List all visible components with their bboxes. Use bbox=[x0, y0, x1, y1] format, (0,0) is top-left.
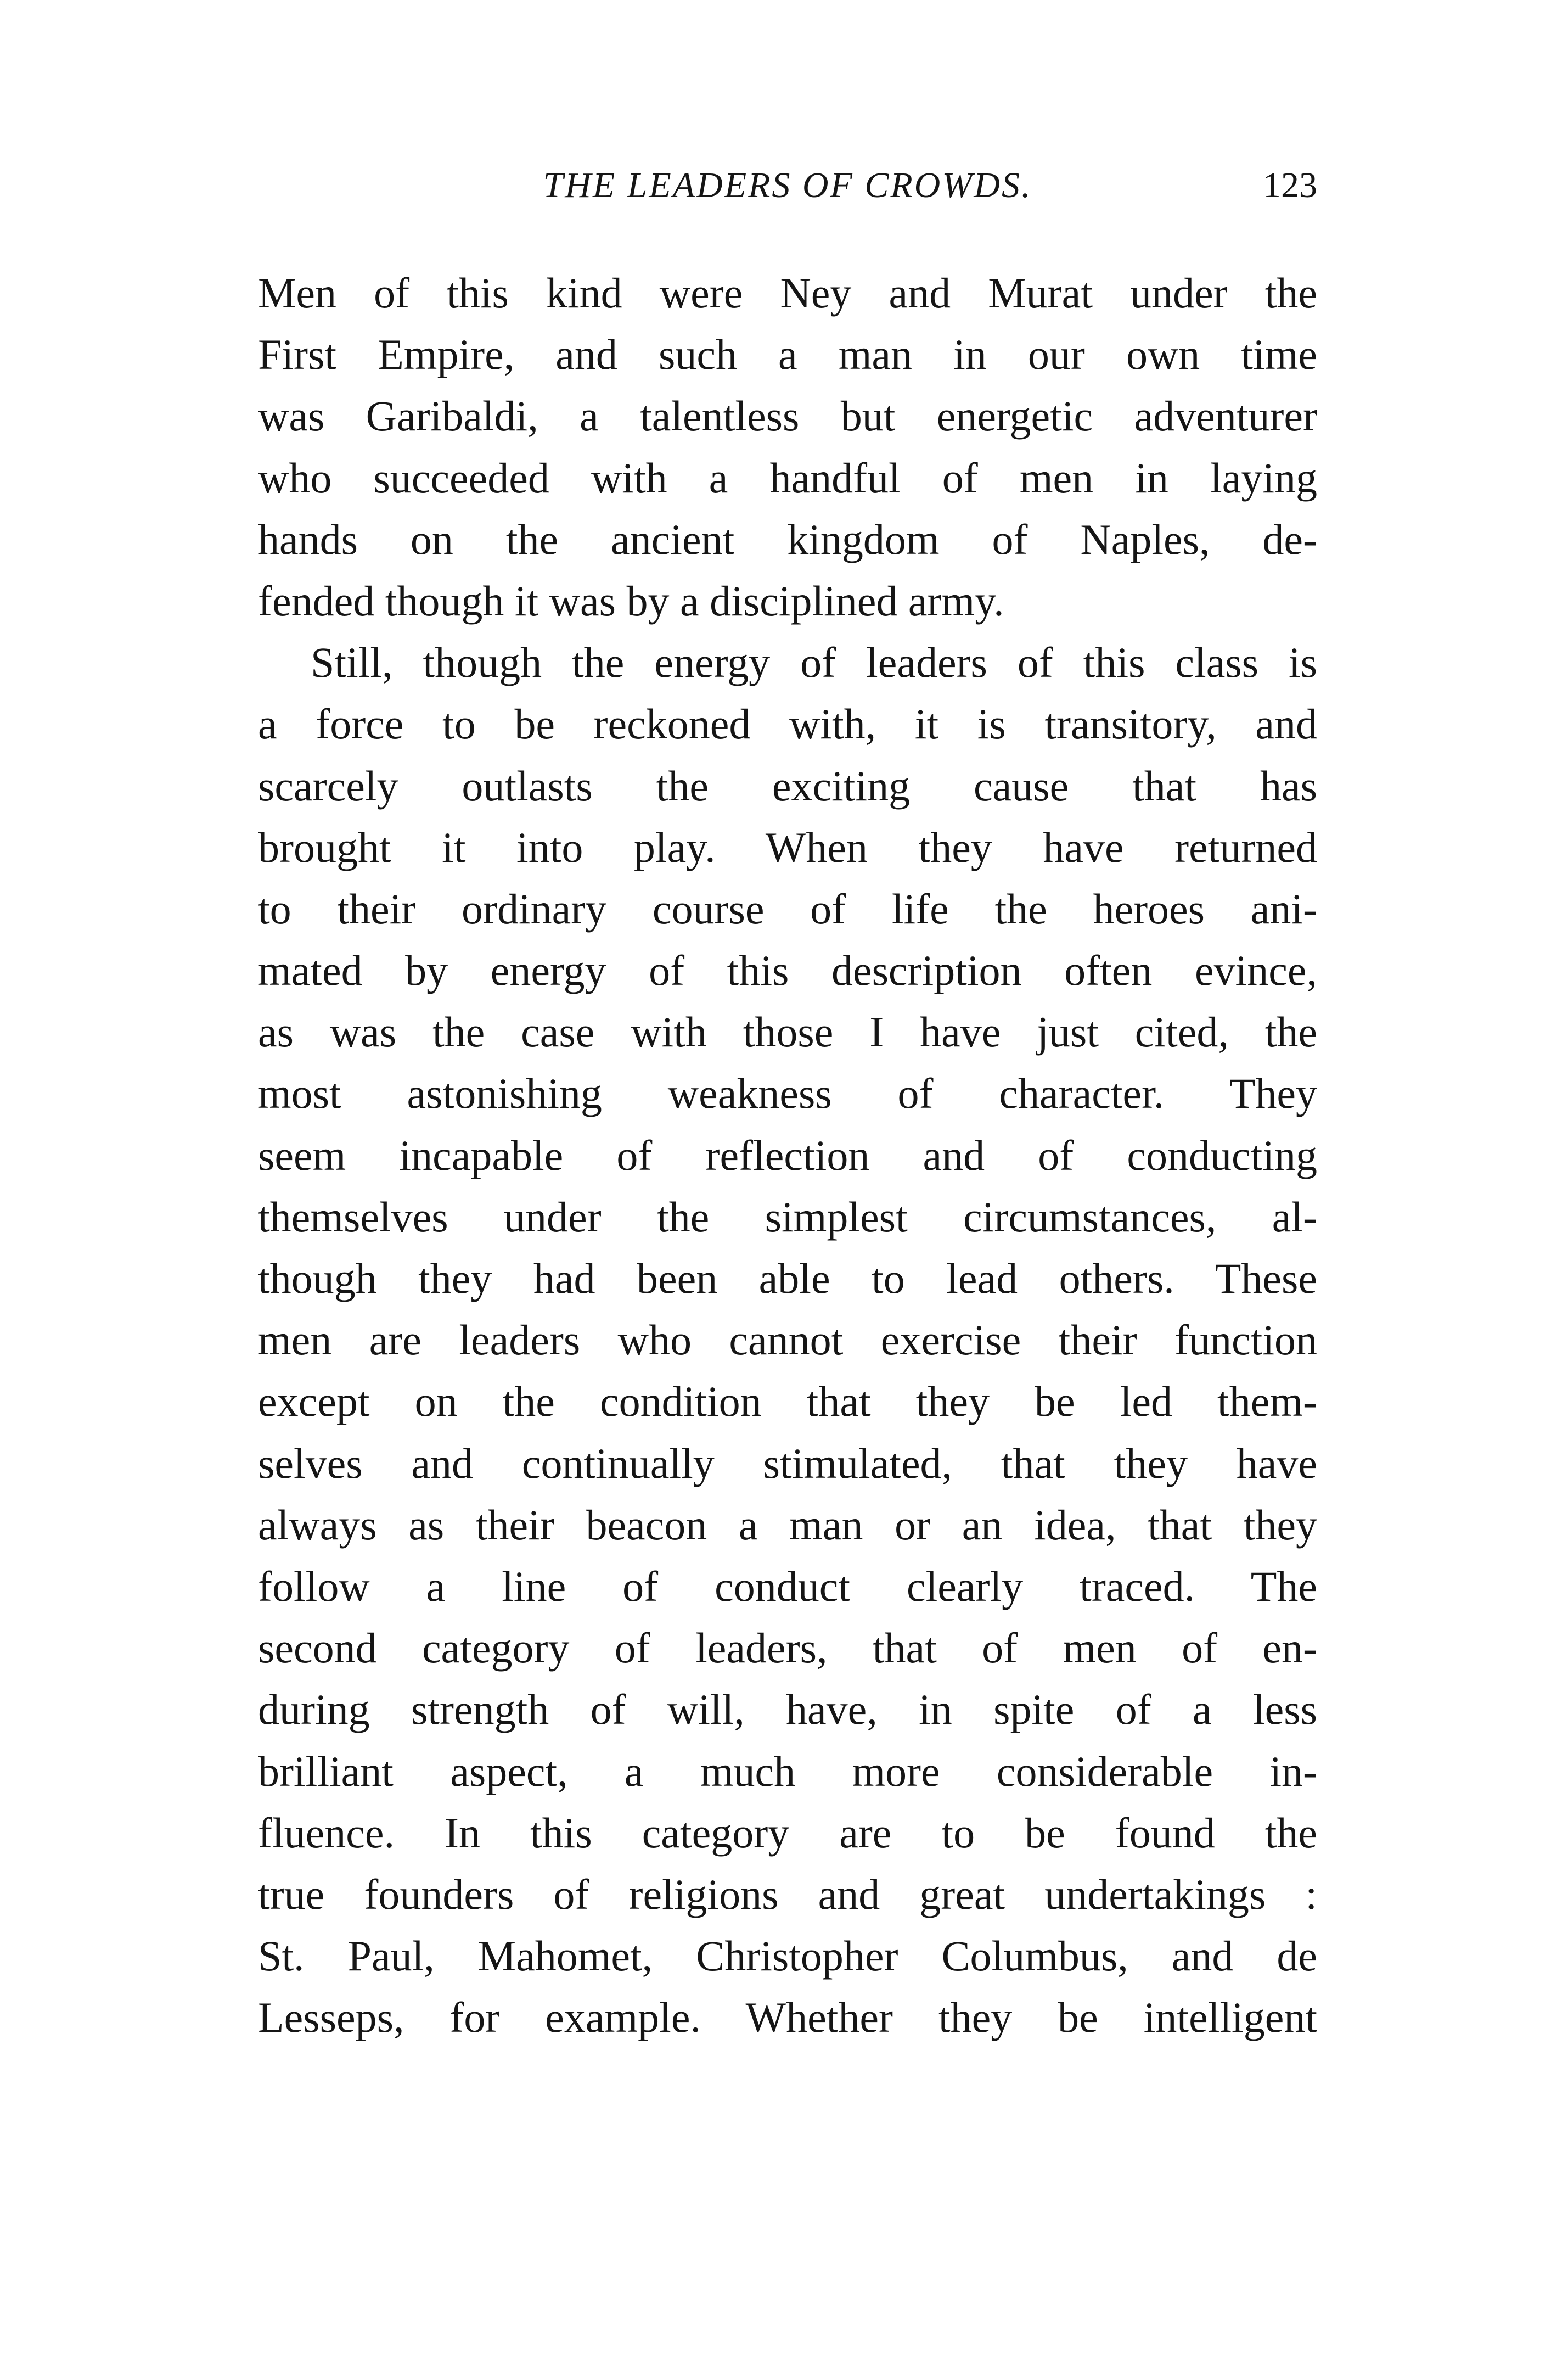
text-line: as was the case with those I have just cited, the bbox=[258, 1008, 1317, 1056]
body-text bbox=[258, 262, 1317, 2048]
text-line: a force to be reckoned with, it is transitory, and bbox=[258, 700, 1317, 748]
text-line: fluence. In this category are to be found the bbox=[258, 1808, 1317, 1857]
page-header bbox=[258, 164, 1317, 208]
text-line: was Garibaldi, a talentless but energetic adventurer bbox=[258, 392, 1317, 440]
text-line: Lesseps, for example. Whether they be intelligent bbox=[258, 1993, 1317, 2042]
text-line: true founders of religions and great undertakings : bbox=[258, 1870, 1317, 1918]
text-line: brought it into play. When they have returned bbox=[258, 823, 1317, 871]
text-line: mated by energy of this description often evince, bbox=[258, 946, 1317, 995]
text-line: during strength of will, have, in spite of a less bbox=[258, 1685, 1317, 1734]
text-line: second category of leaders, that of men of en- bbox=[258, 1624, 1317, 1672]
text-line: selves and continually stimulated, that they have bbox=[258, 1439, 1317, 1487]
page-number: 123 bbox=[1263, 165, 1317, 205]
text-line: men are leaders who cannot exercise their function bbox=[258, 1316, 1317, 1364]
paragraph-first-line: Still, though the energy of leaders of this class is bbox=[311, 638, 1317, 687]
text-line: St. Paul, Mahomet, Christopher Columbus, and de bbox=[258, 1932, 1317, 1980]
text-line: to their ordinary course of life the heroes ani- bbox=[258, 884, 1317, 933]
running-head: THE LEADERS OF CROWDS. bbox=[543, 165, 1032, 205]
text-line: Men of this kind were Ney and Murat under the bbox=[258, 269, 1317, 317]
text-line: always as their beacon a man or an idea, that they bbox=[258, 1500, 1317, 1549]
text-line: hands on the ancient kingdom of Naples, de- bbox=[258, 515, 1317, 563]
text-line: who succeeded with a handful of men in laying bbox=[258, 453, 1317, 502]
text-line: though they had been able to lead others. These bbox=[258, 1254, 1317, 1302]
text-line: most astonishing weakness of character. They bbox=[258, 1069, 1317, 1118]
text-line: brilliant aspect, a much more considerable in- bbox=[258, 1747, 1317, 1795]
text-line: follow a line of conduct clearly traced. The bbox=[258, 1562, 1317, 1610]
text-line: scarcely outlasts the exciting cause that has bbox=[258, 761, 1317, 810]
text-line: First Empire, and such a man in our own time bbox=[258, 330, 1317, 379]
text-line: seem incapable of reflection and of conducting bbox=[258, 1131, 1317, 1179]
text-line: themselves under the simplest circumstances, al- bbox=[258, 1192, 1317, 1241]
text-line: except on the condition that they be led them- bbox=[258, 1377, 1317, 1426]
text-line: fended though it was by a disciplined army. bbox=[258, 576, 1004, 625]
